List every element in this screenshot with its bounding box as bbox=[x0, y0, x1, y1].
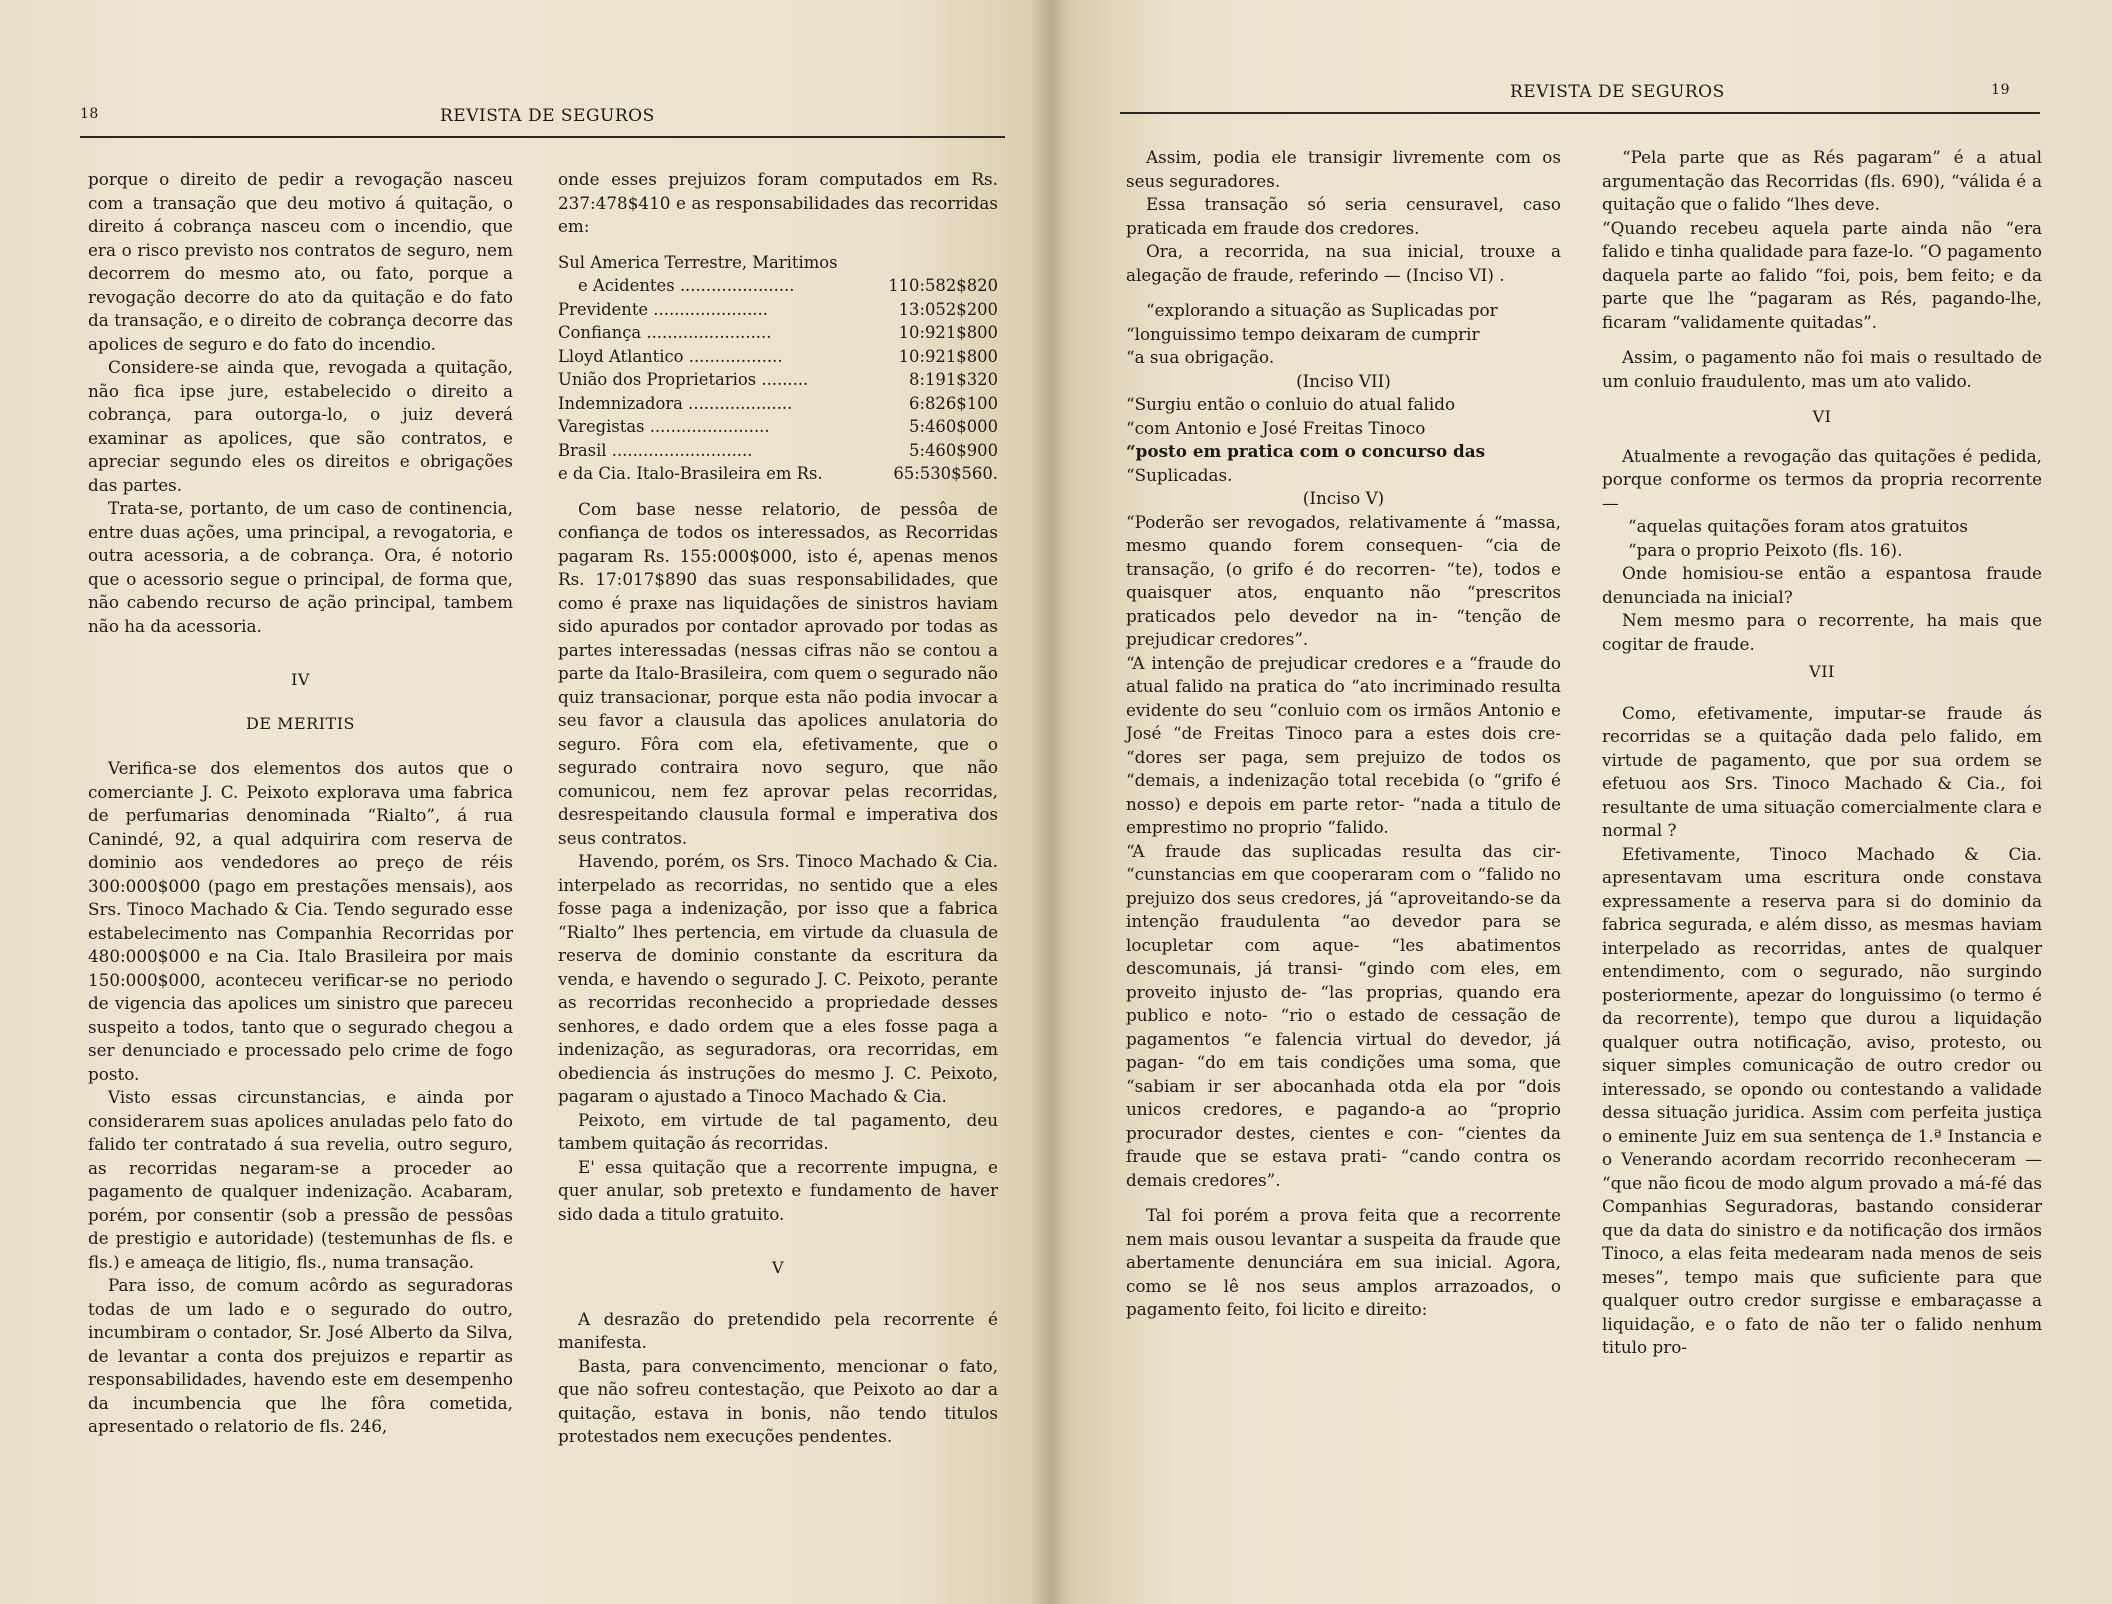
left-column-2 bbox=[558, 168, 998, 1449]
left-column-1 bbox=[88, 168, 513, 1439]
paragraph: Basta, para convencimento, mencionar o fato, que não sofreu contestação, que Peixoto ao dar a quitação, estava in bonis, não tendo titulos protestados nem execuções pendentes. bbox=[558, 1355, 998, 1446]
quotation: “Poderão ser revogados, relativamente á “massa, mesmo quando forem consequen- “cia de transação, (o grifo é do recorren- “te), todos e quaisquer atos, enquanto não “prescritos praticados pelo devedor na in- “tenção de prejudicar credores”. bbox=[1126, 511, 1561, 649]
paragraph: Efetivamente, Tinoco Machado & Cia. apresentavam uma escritura onde constava expressamente a reserva para si do dominio da fabrica segurada, e além disso, as mesmas haviam interpelado as recorridas, antes de qualquer entendimento, com o segurado, não surgindo posteriormente, apezar do longuissimo (o termo é da recorrente), tempo que durou a liquidação qualquer outra notificação, aviso, protesto, ou siquer simples comunicação de outro credor ou interessado, se opondo ou contestando a validade dessa situação juridica. Assim com perfeita justiça o eminente Juiz em sua sentença de 1.ª Instancia e o Venerando acordam recorrido reconheceram — “que não ficou de modo algum provado a má-fé das Companhias Seguradoras, bastando considerar que da data do sinistro e da notificação dos irmãos Tinoco, a elas feita medearam nada menos de seis meses”, tempo mais que suficiente para que qualquer outro credor surgisse e embaraçasse a liquidação, e o fato de não ter o falido nenhum titulo pro- bbox=[1602, 843, 2042, 1357]
table-row: Previdente ...................... 13:052$200 bbox=[558, 299, 998, 319]
section-heading: VI bbox=[1812, 407, 1832, 426]
table-row: e Acidentes ...................... 110:582$820 bbox=[578, 276, 998, 295]
quotation: “Surgiu então o conluio do atual falido “com Antonio e José Freitas Tinoco “posto em pratica com o concurso das “Suplicadas. bbox=[1126, 394, 1486, 485]
table-row: Varegistas ....................... 5:460$000 bbox=[558, 417, 998, 436]
quotation: “A fraude das suplicadas resulta das cir- “cunstancias em que cooperaram com o “falido no prejuizo dos seus credores, já “aproveitando-se da intenção fraudulenta “ao devedor para se locupletar com aque- “les abatimentos descomunais, já transi- “gindo com eles, em proveito injusto de- “las proprias, quando era publico e noto- “rio o estado de cessação de pagamentos “e falencia virtual do devedor, já pagan- “do em tais condições uma soma, que “sabiam ir ser abocanhada otda ela por “dois unicos credores, e pagando-a ao “proprio procurador destes, cientes e con- “cientes da fraude que se estava prati- “cando contra os demais credores”. bbox=[1126, 840, 1561, 1190]
inciso-label: (Inciso V) bbox=[1302, 488, 1385, 508]
book-gutter bbox=[1030, 0, 1070, 1604]
paragraph: Verifica-se dos elementos dos autos que o comerciante J. C. Peixoto explorava uma fabrica de perfumarias denominada “Rialto”, á rua Canindé, 92, a qual adquirira com reserva de dominio aos vendedores ao preço de réis 300:000$000 (pago em prestações mensais), aos Srs. Tinoco Machado & Cia. Tendo segurado esse estabelecimento nas Companhia Recorridas por 480:000$000 e na Cia. Italo Brasileira por mais 150:000$000, aconteceu verificar-se no periodo de vigencia das apolices um sinistro que pareceu suspeito a todos, tanto que o segurado chegou a ser denunciado e processado pelo crime de fogo posto. bbox=[88, 758, 513, 1084]
accounts-table bbox=[558, 251, 998, 486]
paragraph: Assim, o pagamento não foi mais o resultado de um conluio fraudulento, mas um ato valido. bbox=[1602, 347, 2042, 391]
paragraph: Assim, podia ele transigir livremente com os seus seguradores. bbox=[1126, 147, 1561, 191]
table-row: Indemnizadora .................... 6:826$100 bbox=[558, 393, 998, 413]
quotation: “Pela parte que as Rés pagaram” é a atual argumentação das Recorridas (fls. 690), “válida é a quitação que o falido “lhes deve. bbox=[1602, 147, 2042, 214]
paragraph: Essa transação só seria censuravel, caso praticada em fraude dos credores. bbox=[1126, 194, 1561, 238]
paragraph: A desrazão do pretendido pela recorrente é manifesta. bbox=[558, 1308, 998, 1352]
table-row: Sul America Terrestre, Maritimos bbox=[558, 252, 838, 272]
section-heading: IV bbox=[291, 670, 310, 689]
table-row: Brasil ........................... 5:460$900 bbox=[558, 440, 998, 460]
table-row: Lloyd Atlantico .................. 10:921$800 bbox=[558, 346, 998, 366]
paragraph: Atualmente a revogação das quitações é pedida, porque conforme os termos da propria recorrente — bbox=[1602, 445, 2042, 513]
paragraph: porque o direito de pedir a revogação nasceu com a transação que deu motivo á quitação, o direito á cobrança nasceu com o incendio, que era o risco previsto nos contratos de seguro, nem decorrem do mesmo ato, ou fato, porque a revogação decorre do ato da quitação e do fato da transação, e o direito de cobrança decorre das apolices de seguro e do fato do incendio. bbox=[88, 169, 513, 354]
right-column-2 bbox=[1602, 146, 2042, 1360]
paragraph: onde esses prejuizos foram computados em Rs. 237:478$410 e as responsabilidades das recorridas em: bbox=[558, 169, 998, 236]
paragraph: Onde homisiou-se então a espantosa fraude denunciada na inicial? bbox=[1602, 563, 2042, 607]
page-number: 18 bbox=[80, 106, 99, 122]
paragraph: Havendo, porém, os Srs. Tinoco Machado & Cia. interpelado as recorridas, no sentido que a eles fosse paga a indenização, por isso que a fabrica “Rialto” lhes pertencia, em virtude da cluasula de reserva de dominio constante da escritura da venda, e havendo o segurado J. C. Peixoto, perante as recorridas reconhecido a propriedade desses senhores, e dado ordem que a eles fosse paga a indenização, as seguradoras, ora recorridas, em obediencia ás instruções do mesmo J. C. Peixoto, pagaram o ajustado a Tinoco Machado & Cia. bbox=[558, 851, 998, 1106]
running-title: REVISTA DE SEGUROS bbox=[1510, 82, 1725, 102]
section-heading: V bbox=[771, 1258, 785, 1277]
paragraph: Considere-se ainda que, revogada a quitação, não fica ipse jure, estabelecido o direito a cobrança, para outorga-lo, o juiz deverá examinar as apolices, que são contratos, e apreciar segundo eles os direitos e obrigações das partes. bbox=[88, 357, 513, 495]
quotation: “explorando a situação as Suplicadas por “longuissimo tempo deixaram de cumprir “a sua obrigação. bbox=[1126, 300, 1498, 367]
running-title: REVISTA DE SEGUROS bbox=[440, 106, 655, 126]
paragraph: E' essa quitação que a recorrente impugna, e quer anular, sob pretexto e fundamento de haver sido dada a titulo gratuito. bbox=[558, 1156, 998, 1224]
table-row: União dos Proprietarios ......... 8:191$320 bbox=[558, 370, 998, 389]
page-number: 19 bbox=[1991, 82, 2010, 98]
paragraph: Peixoto, em virtude de tal pagamento, deu tambem quitação ás recorridas. bbox=[558, 1109, 998, 1153]
paragraph: Como, efetivamente, imputar-se fraude ás recorridas se a quitação dada pelo falido, em virtude de pagamento, que por sua ordem se efetuou aos Srs. Tinoco Machado & Cia., foi resultante de uma situação comercialmente clara e normal ? bbox=[1602, 702, 2042, 840]
quotation: “aquelas quitações foram atos gratuitos “para o proprio Peixoto (fls. 16). bbox=[1628, 516, 1968, 560]
right-column-1 bbox=[1126, 146, 1561, 1322]
header-rule bbox=[80, 136, 1005, 138]
right-page-header bbox=[1120, 80, 2040, 114]
paragraph: Ora, a recorrida, na sua inicial, trouxe a alegação de fraude, referindo — (Inciso VI) . bbox=[1126, 241, 1561, 285]
quotation: “Quando recebeu aquela parte ainda não “era falido e tinha qualidade para faze-lo. “O pagamento daquela parte ao falido “foi, pois, bem feito; e da parte que lhe “pagaram as Rés, pagando-lhe, ficaram “validamente quitadas”. bbox=[1602, 217, 2042, 332]
paragraph: Nem mesmo para o recorrente, ha mais que cogitar de fraude. bbox=[1602, 610, 2042, 654]
quotation: “A intenção de prejudicar credores e a “fraude do atual falido na pratica do “ato incriminado resulta evidente do seu “conluio com os irmãos Antonio e José “de Freitas Tinoco para a estes dois cre- “dores ser paga, sem prejuizo de todos os “demais, a indenização total recebida (o “grifo é nosso) e depois em parte retor- “nada a titulo de emprestimo no proprio “falido. bbox=[1126, 652, 1561, 837]
paragraph: Trata-se, portanto, de um caso de continencia, entre duas ações, uma principal, a revogatoria, e outra acessoria, a de cobrança. Ora, é notorio que o acessorio segue o principal, de forma que, não cabendo recurso de ação principal, tambem não ha da acessoria. bbox=[88, 498, 513, 636]
paragraph: Visto essas circunstancias, e ainda por considerarem suas apolices anuladas pelo fato do falido ter contratado á sua revelia, outro seguro, as recorridas negaram-se a proceder ao pagamento de qualquer indenização. Acabaram, porém, por consentir (sob a pressão de pessôas de prestigio e autoridade) (testemunhas de fls. e fls.) e ameaça de litigio, fls., numa transação. bbox=[88, 1087, 513, 1272]
paragraph: Com base nesse relatorio, de pessôa de confiança de todos os interessados, as Recorridas pagaram Rs. 155:000$000, isto é, apenas menos Rs. 17:017$890 das suas responsabilidades, que como é praxe nas liquidações de sinistros haviam sido apurados por contador aprovado por todas as partes interessadas (nessas cifras não se contou a parte da Italo-Brasileira, com quem o segurado não quiz transacionar, porque esta não podia invocar a seu favor a clausula das apolices anulatoria do seguro. Fôra com ela, efetivamente, que o segurado contraira novo seguro, que não comunicou, nem fez aprovar pelas recorridas, desrespeitando clausula formal e imperativa dos seus contratos. bbox=[558, 498, 998, 848]
right-page bbox=[1050, 0, 2112, 1604]
left-page-header bbox=[80, 104, 1005, 138]
table-row: e da Cia. Italo-Brasileira em Rs. 65:530$560. bbox=[558, 464, 998, 483]
paragraph: Tal foi porém a prova feita que a recorrente nem mais ousou levantar a suspeita da fraude que abertamente denunciára em sua inicial. Agora, como se lê nos seus amplos arrazoados, o pagamento feito, foi licito e direito: bbox=[1126, 1205, 1561, 1319]
inciso-label: (Inciso VII) bbox=[1296, 370, 1391, 391]
section-heading: DE MERITIS bbox=[246, 713, 355, 733]
paragraph: Para isso, de comum acôrdo as seguradoras todas de um lado e o segurado do outro, incumbiram o contador, Sr. José Alberto da Silva, de levantar a conta dos prejuizos e repartir as responsabilidades, havendo este em desempenho da incumbencia que lhe fôra cometida, apresentado o relatorio de fls. 246, bbox=[88, 1275, 513, 1436]
table-row: Confiança ........................ 10:921$800 bbox=[558, 323, 998, 342]
left-page bbox=[0, 0, 1050, 1604]
section-heading: VII bbox=[1809, 662, 1835, 681]
header-rule bbox=[1120, 112, 2040, 114]
